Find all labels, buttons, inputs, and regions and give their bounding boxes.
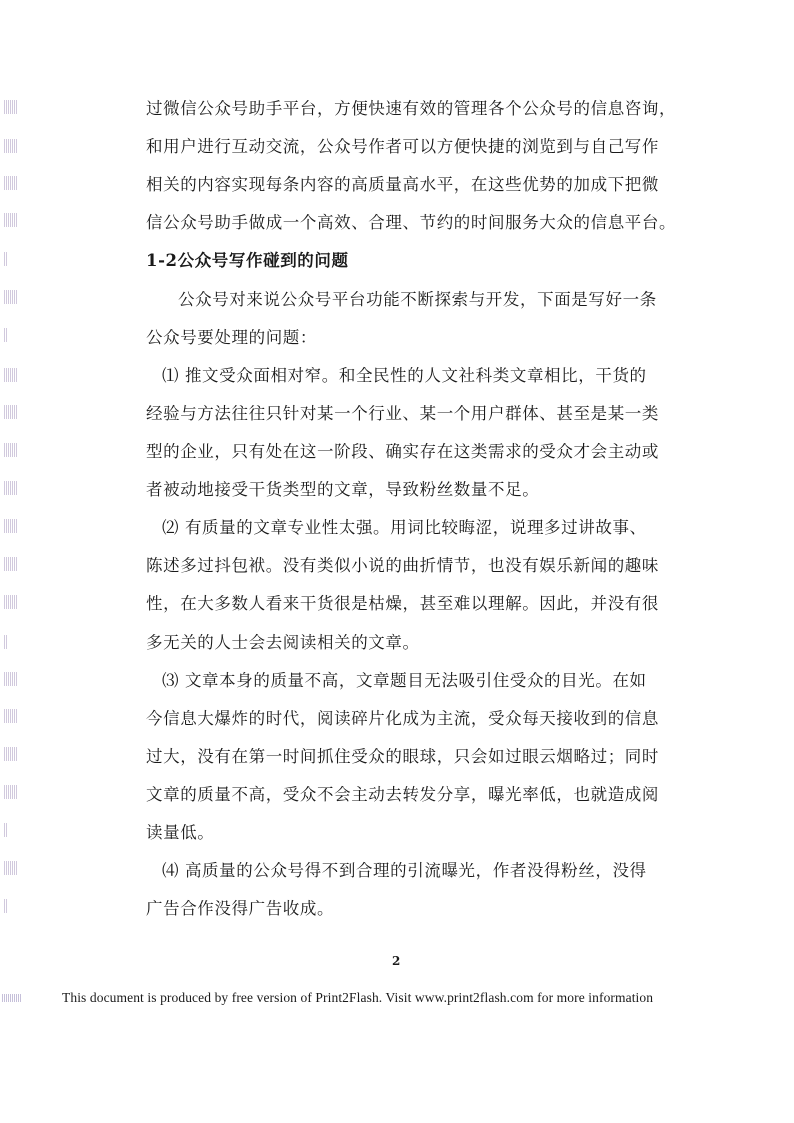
list-item-line: 今信息大爆炸的时代，阅读碎片化成为主流，受众每天接收到的信息 [146,709,659,728]
paragraph-line: 信公众号助手做成一个高效、合理、节约的时间服务大众的信息平台。 [146,213,677,232]
margin-mark [4,709,18,723]
list-item-line: ⑵ 有质量的文章专业性太强。用词比较晦涩，说理多过讲故事、 [162,518,647,537]
list-item-line: 者被动地接受干货类型的文章，导致粉丝数量不足。 [146,480,540,499]
margin-mark [4,672,18,686]
margin-mark [4,368,18,382]
margin-mark [4,635,7,649]
margin-mark [4,899,7,913]
paragraph-line: 公众号对来说公众号平台功能不断探索与开发，下面是写好一条 [178,290,657,309]
margin-mark [4,785,18,799]
margin-mark [4,100,18,114]
paragraph-line: 相关的内容实现每条内容的高质量高水平，在这些优势的加成下把微 [146,175,659,194]
list-item-line: 文章的质量不高，受众不会主动去转发分享，曝光率低，也就造成阅 [146,785,659,804]
list-item-line: ⑷ 高质量的公众号得不到合理的引流曝光，作者没得粉丝，没得 [162,861,647,880]
margin-mark [4,328,7,342]
margin-mark [4,747,18,761]
page-number: 2 [392,954,401,968]
margin-mark [4,481,18,495]
margin-mark [4,519,18,533]
list-item-line: 过大，没有在第一时间抓住受众的眼球，只会如过眼云烟略过；同时 [146,747,659,766]
footer-mark [2,994,22,1002]
paragraph-line: 公众号要处理的问题： [146,328,317,347]
margin-mark [4,252,7,266]
paragraph-line: 和用户进行互动交流，公众号作者可以方便快捷的浏览到与自己写作 [146,137,659,156]
margin-mark [4,443,18,457]
list-item-line: 读量低。 [146,823,215,842]
margin-mark [4,290,18,304]
list-item-line: 广告合作没得广告收成。 [146,899,335,918]
list-item-line: ⑴ 推文受众面相对窄。和全民性的人文社科类文章相比，干货的 [162,366,647,385]
list-item-line: 性，在大多数人看来干货很是枯燥，甚至难以理解。因此，并没有很 [146,594,659,613]
footer-notice: This document is produced by free version of Print2Flash. Visit www.print2flash.com for more information [62,990,654,1005]
margin-mark [4,861,18,875]
paragraph-line: 过微信公众号助手平台，方便快速有效的管理各个公众号的信息咨询， [146,99,677,118]
margin-mark [4,595,18,609]
margin-mark [4,139,18,153]
list-item-line: 多无关的人士会去阅读相关的文章。 [146,633,420,652]
list-item-line: 经验与方法往往只针对某一个行业、某一个用户群体、甚至是某一类 [146,404,659,423]
list-item-line: 型的企业，只有处在这一阶段、确实存在这类需求的受众才会主动或 [146,442,659,461]
margin-mark [4,176,18,190]
list-item-line: ⑶ 文章本身的质量不高，文章题目无法吸引住受众的目光。在如 [162,671,647,690]
section-heading: 1-2公众号写作碰到的问题 [146,251,349,270]
list-item-line: 陈述多过抖包袱。没有类似小说的曲折情节，也没有娱乐新闻的趣味 [146,556,659,575]
margin-mark [4,823,7,837]
margin-mark [4,213,18,227]
margin-mark [4,557,18,571]
margin-mark [4,405,18,419]
